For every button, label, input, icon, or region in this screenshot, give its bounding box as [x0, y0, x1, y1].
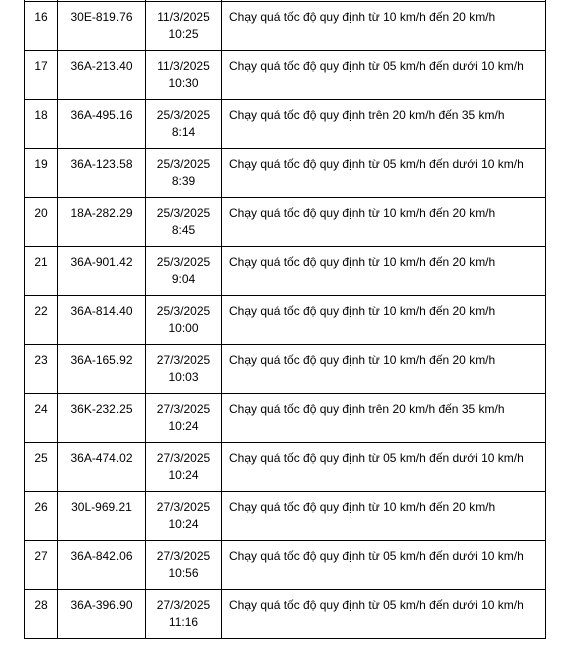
time-text: 10:24: [168, 419, 199, 433]
violation-text: Chạy quá tốc độ quy định từ 10 km/h đến 20 km/h: [229, 206, 496, 220]
time-text: 11:16: [168, 615, 199, 629]
stt-text: 16: [34, 10, 48, 24]
violation-cell: [222, 443, 546, 492]
violation-text: Chạy quá tốc độ quy định trên 20 km/h đến 35 km/h: [229, 108, 505, 122]
stt-cell: [25, 149, 58, 198]
table-row: [25, 590, 546, 639]
stt-text: 22: [34, 304, 48, 318]
stt-cell: [25, 394, 58, 443]
stt-text: 27: [34, 549, 48, 563]
time-cell: [146, 345, 222, 394]
violation-cell: [222, 296, 546, 345]
violation-cell: [222, 541, 546, 590]
time-text: 10:24: [168, 468, 199, 482]
date-text: 25/3/2025: [156, 304, 211, 318]
plate-cell: [58, 394, 146, 443]
table-row: [25, 51, 546, 100]
date-text: 27/3/2025: [156, 549, 211, 563]
date-text: 27/3/2025: [156, 402, 211, 416]
time-text: 8:39: [171, 174, 196, 188]
plate-text: 36K-232.25: [70, 402, 133, 416]
time-cell: [146, 247, 222, 296]
table-row: [25, 2, 546, 51]
time-cell: [146, 51, 222, 100]
stt-cell: [25, 541, 58, 590]
time-text: 8:14: [171, 125, 196, 139]
table-row: [25, 247, 546, 296]
plate-cell: [58, 198, 146, 247]
plate-text: 30L-969.21: [71, 500, 132, 514]
violation-text: Chạy quá tốc độ quy định từ 10 km/h đến 20 km/h: [229, 353, 496, 367]
stt-cell: [25, 247, 58, 296]
plate-text: 36A-165.92: [70, 353, 133, 367]
violation-cell: [222, 247, 546, 296]
stt-cell: [25, 345, 58, 394]
violation-text: Chạy quá tốc độ quy định trên 20 km/h đến 35 km/h: [229, 402, 505, 416]
time-text: 10:03: [168, 370, 199, 384]
violation-text: Chạy quá tốc độ quy định từ 10 km/h đến 20 km/h: [229, 255, 496, 269]
time-text: 10:56: [168, 566, 199, 580]
violations-table-body: [25, 0, 546, 639]
plate-cell: [58, 345, 146, 394]
table-row: [25, 394, 546, 443]
date-text: 11/3/2025: [157, 59, 210, 73]
plate-cell: [58, 296, 146, 345]
time-cell: [146, 492, 222, 541]
violation-cell: [222, 492, 546, 541]
stt-cell: [25, 100, 58, 149]
time-text: 9:04: [171, 272, 196, 286]
time-text: 10:30: [168, 76, 199, 90]
plate-text: 36A-495.16: [70, 108, 133, 122]
time-cell: [146, 443, 222, 492]
plate-text: 36A-396.90: [70, 598, 133, 612]
stt-cell: [25, 492, 58, 541]
stt-cell: [25, 296, 58, 345]
stt-cell: [25, 51, 58, 100]
stt-cell: [25, 590, 58, 639]
plate-text: 36A-123.58: [70, 157, 133, 171]
stt-text: 20: [34, 206, 48, 220]
stt-text: 28: [34, 598, 48, 612]
table-row: [25, 345, 546, 394]
date-text: 27/3/2025: [156, 353, 211, 367]
date-text: 11/3/2025: [157, 10, 210, 24]
date-text: 25/3/2025: [156, 157, 211, 171]
time-cell: [146, 100, 222, 149]
plate-text: 36A-901.42: [70, 255, 133, 269]
time-cell: [146, 198, 222, 247]
plate-cell: [58, 247, 146, 296]
time-text: 10:25: [168, 27, 199, 41]
time-cell: [146, 296, 222, 345]
violation-text: Chạy quá tốc độ quy định từ 10 km/h đến 20 km/h: [229, 10, 496, 24]
time-text: 10:24: [168, 517, 199, 531]
table-row: [25, 296, 546, 345]
plate-cell: [58, 590, 146, 639]
date-text: 27/3/2025: [156, 451, 211, 465]
date-text: 27/3/2025: [156, 598, 211, 612]
time-cell: [146, 2, 222, 51]
stt-text: 21: [34, 255, 48, 269]
stt-text: 18: [34, 108, 48, 122]
stt-text: 17: [34, 59, 48, 73]
violations-table: [24, 0, 546, 639]
stt-text: 24: [34, 402, 48, 416]
stt-cell: [25, 198, 58, 247]
violation-text: Chạy quá tốc độ quy định từ 05 km/h đến dưới 10 km/h: [229, 598, 524, 612]
time-cell: [146, 541, 222, 590]
date-text: 27/3/2025: [156, 500, 211, 514]
stt-text: 19: [34, 157, 48, 171]
table-row: [25, 492, 546, 541]
stt-text: 23: [34, 353, 48, 367]
violation-cell: [222, 590, 546, 639]
time-cell: [146, 590, 222, 639]
table-row: [25, 149, 546, 198]
time-cell: [146, 394, 222, 443]
violation-text: Chạy quá tốc độ quy định từ 05 km/h đến dưới 10 km/h: [229, 549, 524, 563]
plate-text: 36A-213.40: [70, 59, 133, 73]
violation-cell: [222, 2, 546, 51]
date-text: 25/3/2025: [156, 255, 211, 269]
plate-text: 36A-474.02: [70, 451, 133, 465]
violation-text: Chạy quá tốc độ quy định từ 05 km/h đến dưới 10 km/h: [229, 157, 524, 171]
plate-cell: [58, 541, 146, 590]
plate-cell: [58, 2, 146, 51]
table-row: [25, 443, 546, 492]
stt-text: 26: [34, 500, 48, 514]
plate-cell: [58, 100, 146, 149]
table-row: [25, 541, 546, 590]
date-text: 25/3/2025: [156, 108, 211, 122]
plate-cell: [58, 492, 146, 541]
violation-cell: [222, 51, 546, 100]
violation-cell: [222, 394, 546, 443]
violations-table-container: [24, 0, 546, 639]
time-text: 10:00: [168, 321, 199, 335]
violation-cell: [222, 345, 546, 394]
plate-text: 36A-842.06: [70, 549, 133, 563]
plate-text: 18A-282.29: [70, 206, 133, 220]
plate-text: 36A-814.40: [70, 304, 133, 318]
stt-cell: [25, 2, 58, 51]
date-text: 25/3/2025: [156, 206, 211, 220]
table-row: [25, 198, 546, 247]
violation-text: Chạy quá tốc độ quy định từ 05 km/h đến dưới 10 km/h: [229, 59, 524, 73]
plate-text: 30E-819.76: [70, 10, 133, 24]
plate-cell: [58, 149, 146, 198]
time-text: 8:45: [171, 223, 196, 237]
time-cell: [146, 149, 222, 198]
violation-text: Chạy quá tốc độ quy định từ 05 km/h đến dưới 10 km/h: [229, 451, 524, 465]
violation-cell: [222, 149, 546, 198]
stt-cell: [25, 443, 58, 492]
plate-cell: [58, 443, 146, 492]
plate-cell: [58, 51, 146, 100]
violation-cell: [222, 100, 546, 149]
violation-text: Chạy quá tốc độ quy định từ 10 km/h đến 20 km/h: [229, 304, 496, 318]
stt-text: 25: [34, 451, 48, 465]
violation-cell: [222, 198, 546, 247]
violation-text: Chạy quá tốc độ quy định từ 10 km/h đến 20 km/h: [229, 500, 496, 514]
table-row: [25, 100, 546, 149]
